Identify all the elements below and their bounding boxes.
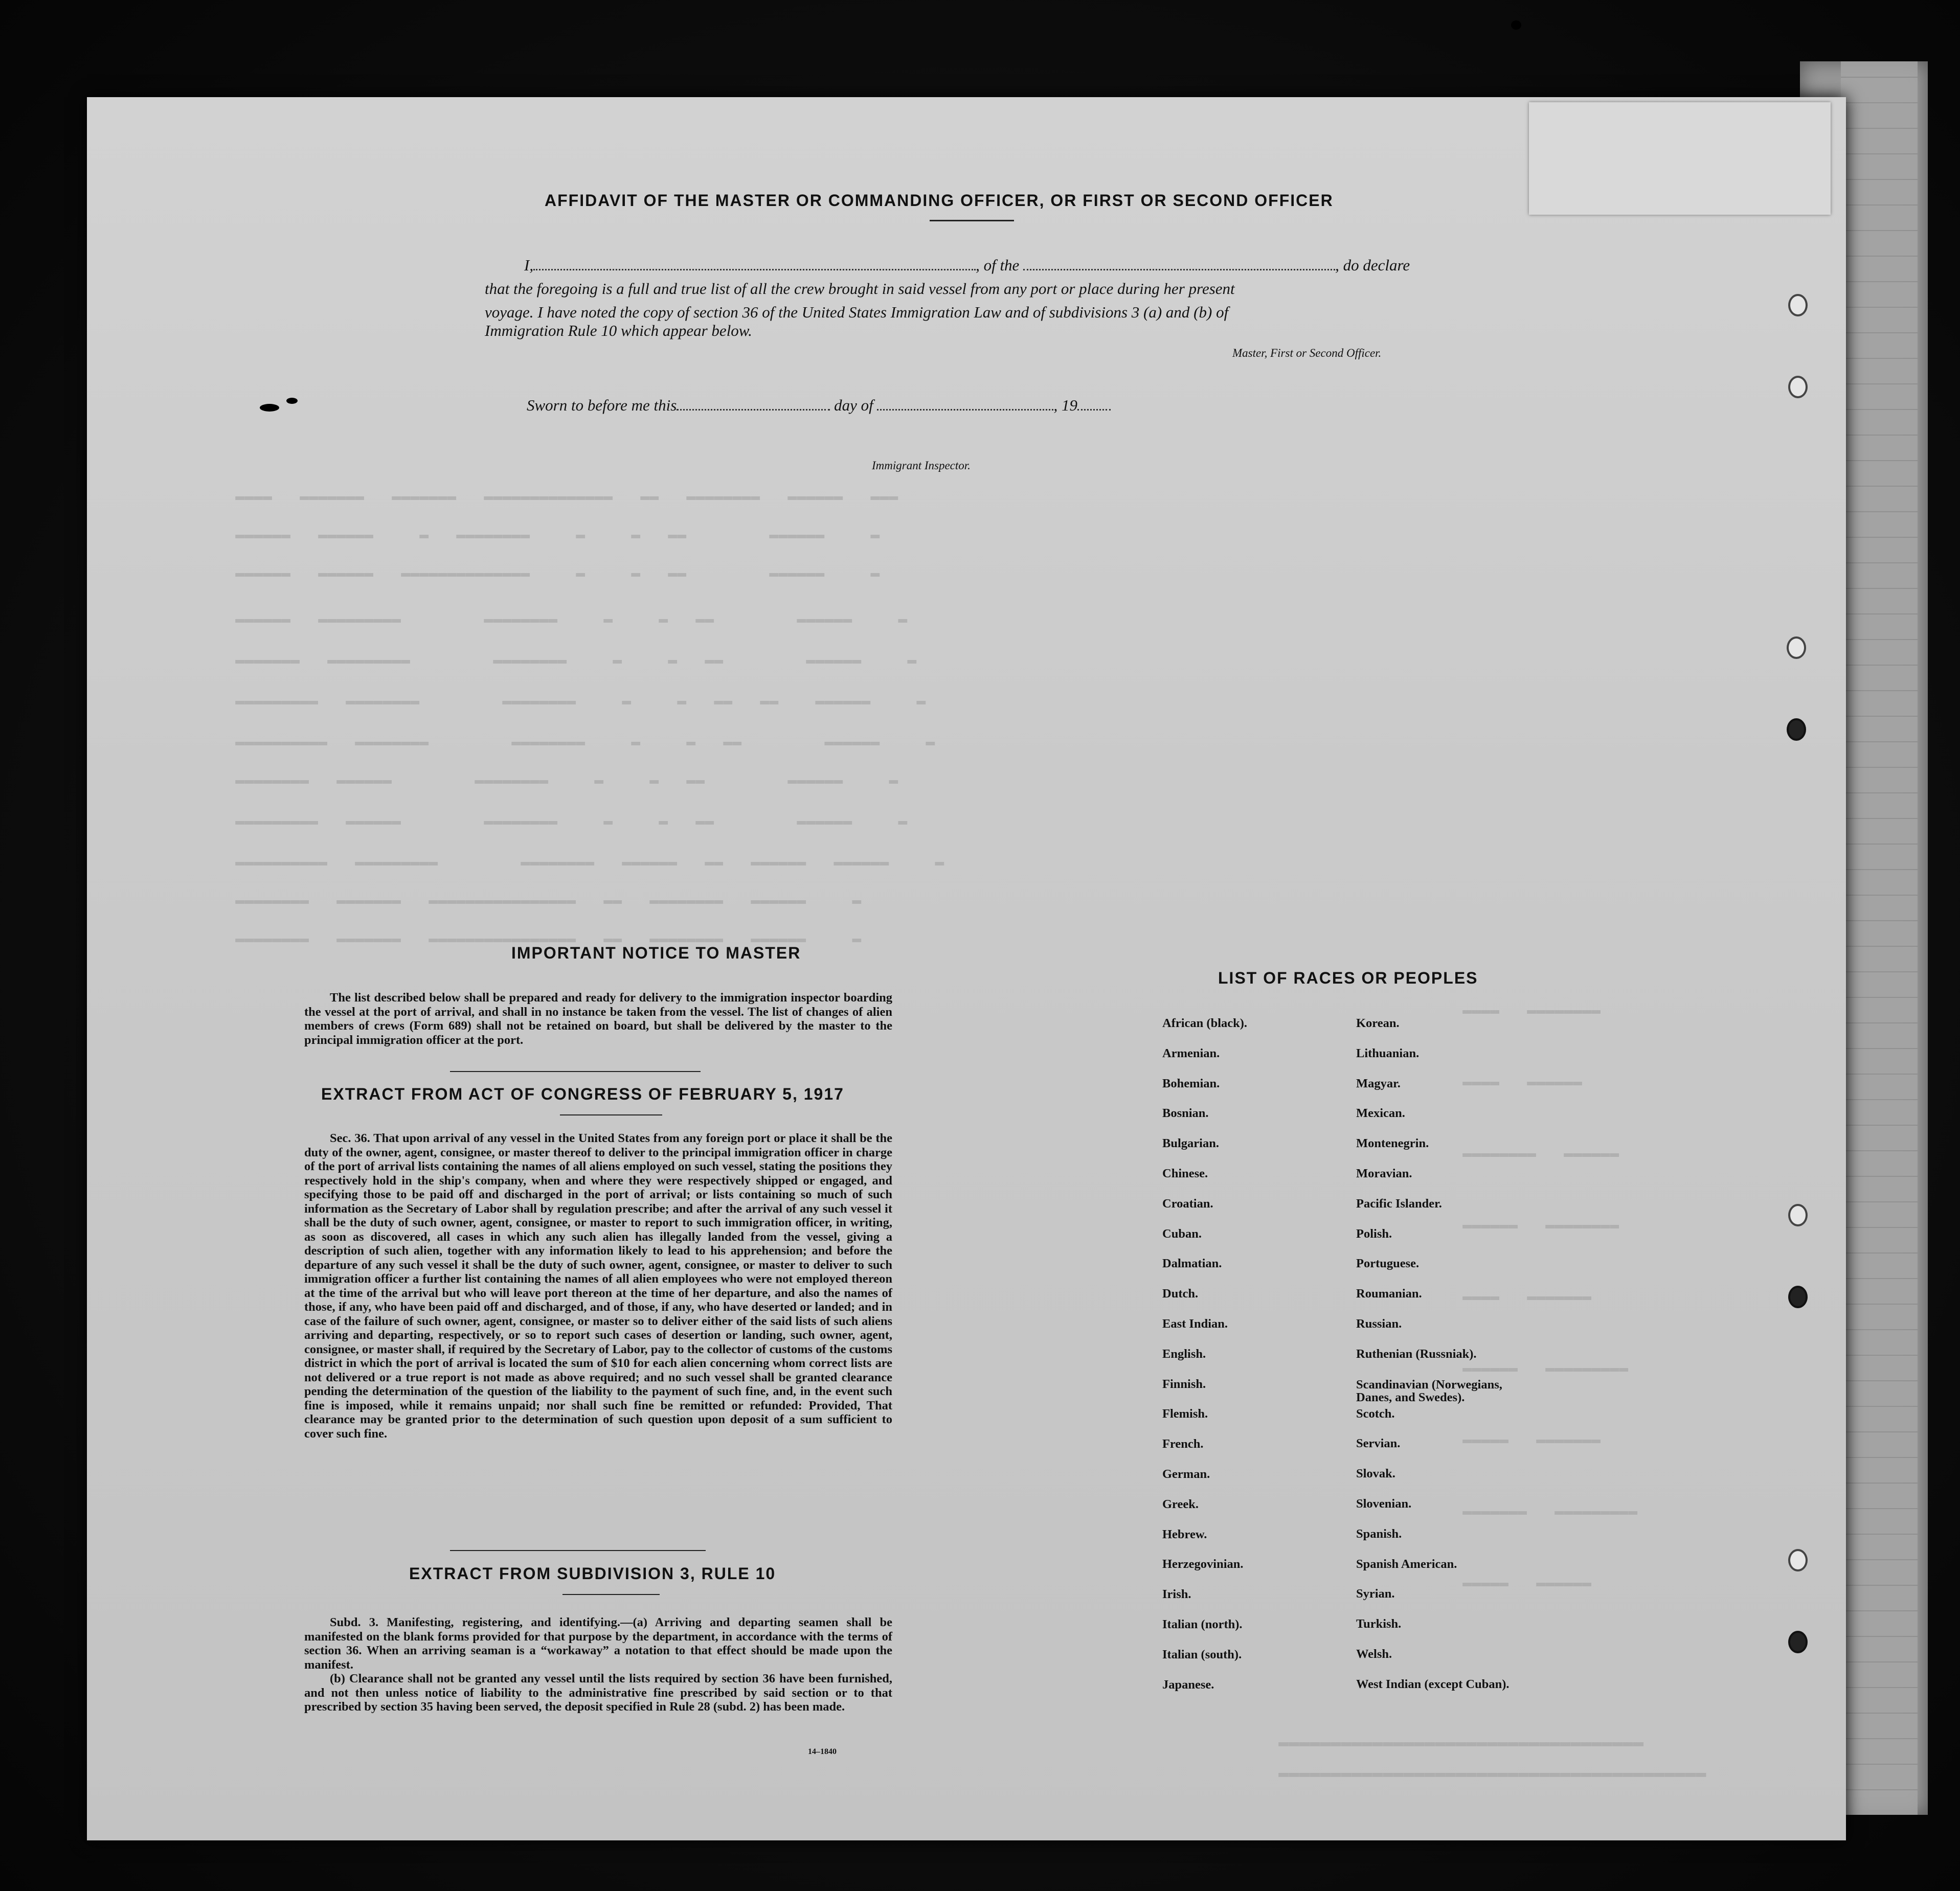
notice-text: The list described below shall be prepared and ready for delivery to the immigration inspector boarding the vessel at the port of arrival, and shall in no instance be taken from the vessel. The list of changes of alien members of crews (Form 689) shall not be retained on board, but shall be delivered by the master to the principal immigration officer at the port.	[304, 991, 892, 1047]
race-item: French.	[1162, 1437, 1204, 1451]
race-item: Hebrew.	[1162, 1527, 1207, 1541]
race-item: Flemish.	[1162, 1407, 1208, 1421]
officer-name-blank[interactable]	[533, 269, 976, 270]
race-item: Turkish.	[1356, 1617, 1402, 1631]
race-item: Mexican.	[1356, 1106, 1405, 1121]
act-text: Sec. 36. That upon arrival of any vessel in the United States from any foreign port or place it shall be the duty of the owner, agent, consignee, or master thereof to deliver to the principal immigration officer in charge of the port of arrival lists containing the names of all aliens employed on such vessel, stating the positions they respectively hold in the ship's company, when and where they were respectively shipped or engaged, and specifying those to be paid off and discharged in the port of arrival; or lists containing so much of such information as the Secretary of Labor shall by regulation prescribe; and after the arrival of any such vessel it shall be the duty of such owner, agent, consignee, or master to report to such immigration officer, in writing, as soon as discovered, all cases in which any such alien has illegally landed from the vessel, giving a description of such alien, together with any information likely to lead to his apprehension; and before the departure of any such vessel it shall be the duty of such owner, agent, consignee, or master to deliver to such immigration officer a further list containing the names of all alien employees who were not employed thereon at the time of the arrival but who will leave port thereon at the time of her departure, and also the names of those, if any, who have been paid off and discharged, and of those, if any, who have deserted or landed; and in case of the failure of such owner, agent, consignee, or master so to deliver either of the said lists of such aliens arriving and departing, respectively, or so to report such cases of desertion or landing, such owner, agent, consignee, or master shall, if required by the Secretary of Labor, pay to the collector of customs of the customs district in which the port of arrival is located the sum of $10 for each alien concerning whom correct lists are not delivered or a true report is not made as above required; and no such vessel shall be granted clearance pending the determination of the question of the liability to the payment of such fine, and, in the event such fine is imposed, while it remains unpaid; nor shall such fine be remitted or refunded: Provided, That clearance may be granted prior to the determination of such question upon deposit of a sum sufficient to cover such fine.	[304, 1131, 892, 1441]
race-item: Italian (north).	[1162, 1617, 1243, 1631]
label-do-declare: , do declare	[1335, 256, 1410, 274]
race-item: Servian.	[1356, 1437, 1401, 1451]
race-item: Ruthenian (Russniak).	[1356, 1347, 1477, 1361]
race-item: Dutch.	[1162, 1287, 1199, 1301]
race-item: Montenegrin.	[1356, 1136, 1429, 1151]
race-item: English.	[1162, 1347, 1206, 1361]
act-title: EXTRACT FROM ACT OF CONGRESS OF FEBRUARY 5, 1917	[321, 1085, 844, 1103]
race-item: Welsh.	[1356, 1647, 1392, 1661]
race-item: West Indian (except Cuban).	[1356, 1677, 1510, 1691]
race-item: East Indian.	[1162, 1316, 1228, 1331]
race-item: Bosnian.	[1162, 1106, 1209, 1121]
rule-para-a: Subd. 3. Manifesting, registering, and identifying.—(a) Arriving and departing seamen shall be manifested on the blank forms provided for that purpose by the department, in accordance with the terms of section 36. When an arriving seaman is a “workaway” a notation to that effect should be made upon the manifest.	[304, 1615, 892, 1672]
affidavit-line-1	[524, 254, 1410, 277]
label-year: , 19	[1053, 396, 1077, 414]
race-item: Korean.	[1356, 1016, 1400, 1030]
race-item: Magyar.	[1356, 1076, 1401, 1090]
race-item: Scotch.	[1356, 1406, 1395, 1421]
master-signature-caption: Master, First or Second Officer.	[1232, 347, 1382, 359]
race-item: Roumanian.	[1356, 1287, 1422, 1301]
race-item: Cuban.	[1162, 1226, 1202, 1241]
affidavit-line-3: voyage. I have noted the copy of section 36 of the United States Immigration Law and of subdivisions 3 (a) and (b) of	[485, 303, 1229, 321]
race-item: Herzegovinian.	[1162, 1557, 1244, 1571]
label-of-the: , of the	[976, 256, 1020, 274]
race-item: Scandinavian (Norwegians, Danes, and Swedes).	[1356, 1377, 1502, 1404]
races-column-2	[1356, 1009, 1540, 1700]
race-item: Portuguese.	[1356, 1257, 1420, 1271]
form-number: 14–1840	[808, 1747, 837, 1756]
divider	[560, 1114, 662, 1115]
inspector-caption: Immigrant Inspector.	[872, 459, 971, 472]
sworn-line	[527, 394, 1111, 417]
race-item: Bohemian.	[1162, 1076, 1220, 1090]
race-item: Syrian.	[1356, 1587, 1395, 1601]
divider	[562, 1594, 660, 1595]
sworn-month-blank[interactable]	[877, 409, 1053, 411]
race-item: Italian (south).	[1162, 1647, 1242, 1661]
race-item: Polish.	[1356, 1226, 1392, 1241]
race-item: Spanish American.	[1356, 1557, 1457, 1571]
affidavit-title: AFFIDAVIT OF THE MASTER OR COMMANDING OFFICER, OR FIRST OR SECOND OFFICER	[545, 191, 1334, 210]
divider	[450, 1071, 701, 1072]
title-underline	[930, 220, 1014, 221]
race-item: Russian.	[1356, 1316, 1402, 1331]
vessel-name-blank[interactable]	[1023, 269, 1335, 270]
race-item: Bulgarian.	[1162, 1136, 1219, 1151]
race-item: Slovak.	[1356, 1467, 1395, 1481]
race-item: Spanish.	[1356, 1527, 1402, 1541]
divider	[450, 1550, 706, 1551]
label-i: I,	[524, 256, 534, 274]
race-item: African (black).	[1162, 1016, 1248, 1030]
race-item: Irish.	[1162, 1587, 1191, 1602]
race-item: Moravian.	[1356, 1166, 1412, 1180]
race-item: Lithuanian.	[1356, 1046, 1420, 1060]
race-item: Armenian.	[1162, 1046, 1220, 1060]
race-item: Croatian.	[1162, 1196, 1213, 1211]
label-day-of: day of	[834, 396, 873, 414]
race-item: Japanese.	[1162, 1677, 1214, 1692]
notice-title: IMPORTANT NOTICE TO MASTER	[511, 944, 801, 962]
sworn-year-blank[interactable]	[1077, 409, 1111, 411]
rule-title: EXTRACT FROM SUBDIVISION 3, RULE 10	[409, 1564, 776, 1583]
label-sworn: Sworn to before me this	[527, 396, 677, 414]
affidavit-line-4: Immigration Rule 10 which appear below.	[485, 322, 752, 339]
race-item: Dalmatian.	[1162, 1257, 1222, 1271]
sworn-day-blank[interactable]	[677, 409, 830, 411]
race-item: Finnish.	[1162, 1377, 1206, 1391]
race-item: Chinese.	[1162, 1166, 1208, 1180]
races-column-1	[1162, 1009, 1247, 1700]
race-item: Slovenian.	[1356, 1496, 1412, 1511]
races-title: LIST OF RACES OR PEOPLES	[1218, 969, 1478, 987]
affidavit-line-2: that the foregoing is a full and true list of all the crew brought in said vessel from any port or place during her present	[485, 280, 1235, 298]
race-item: German.	[1162, 1467, 1210, 1481]
rule-para-b: (b) Clearance shall not be granted any vessel until the lists required by section 36 have been furnished, and not then unless notice of liability to the administrative fine prescribed by said section or to that prescribed by section 35 having been served, the deposit specified in Rule 28 (subd. 2) has been made.	[304, 1672, 892, 1714]
race-item: Greek.	[1162, 1497, 1199, 1511]
race-item: Pacific Islander.	[1356, 1196, 1442, 1211]
